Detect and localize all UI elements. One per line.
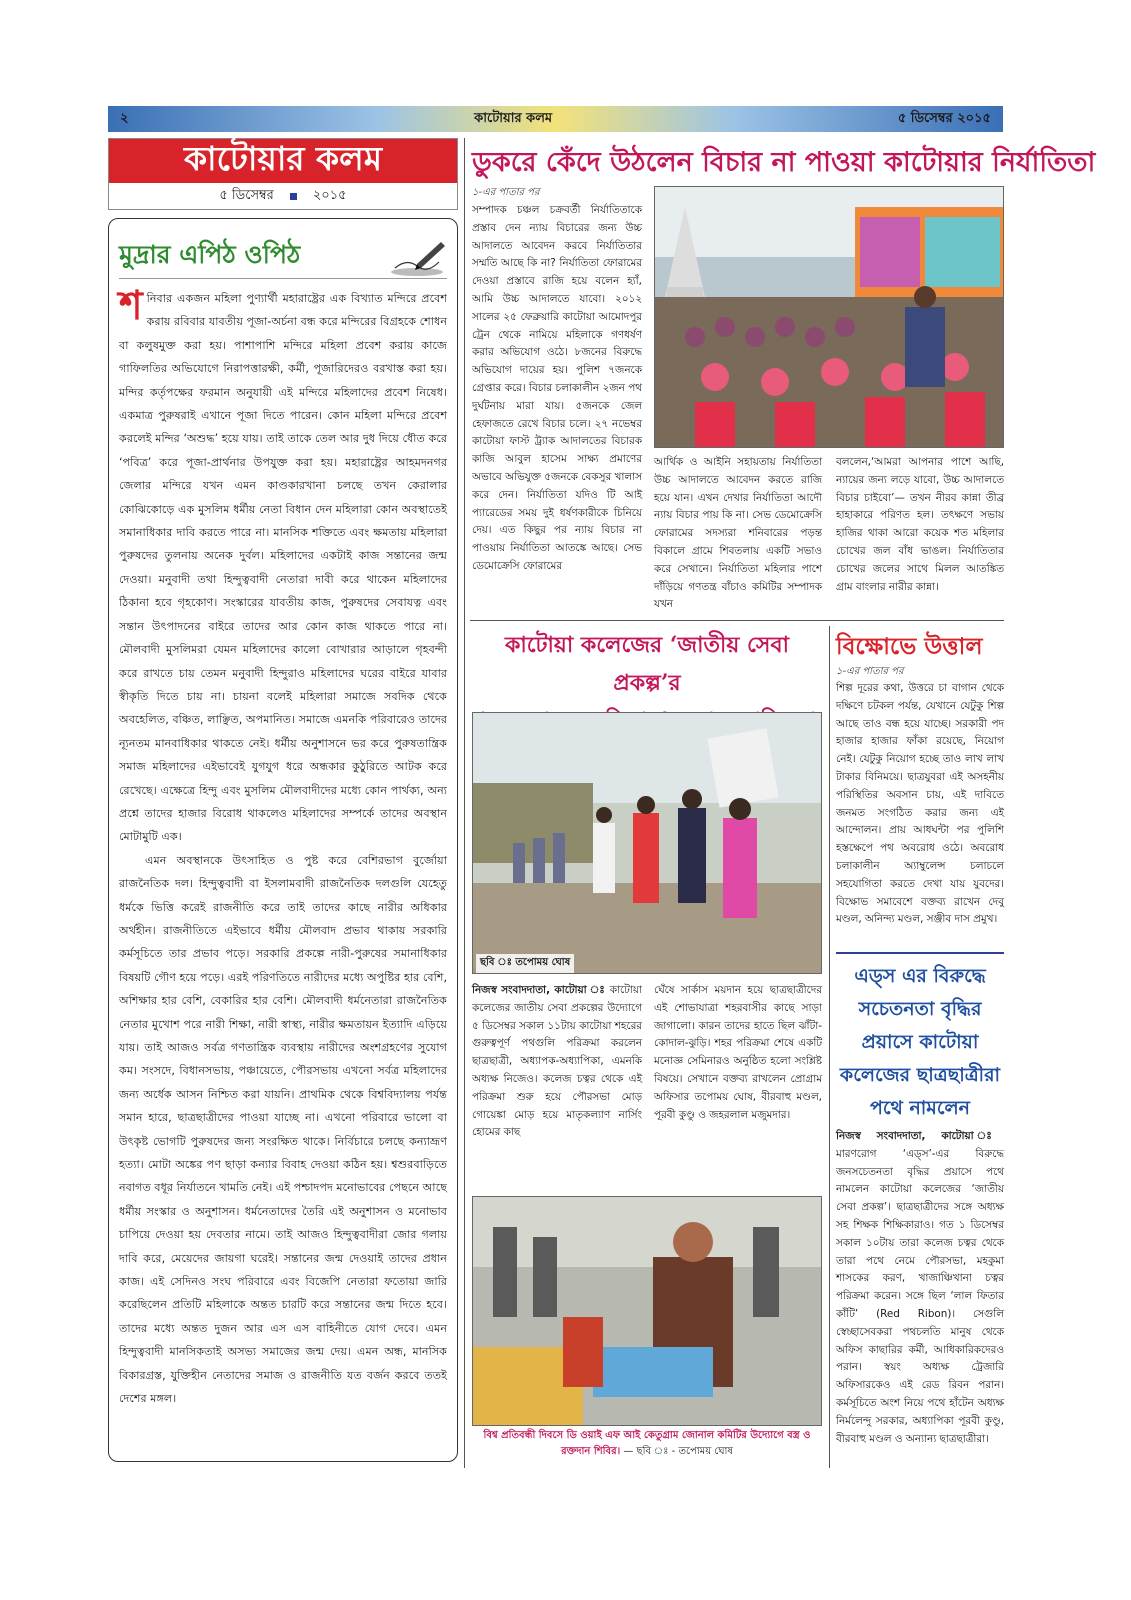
story3-headline: বিক্ষোভে উত্তাল bbox=[836, 633, 983, 660]
story2-photo-rally bbox=[472, 712, 822, 974]
masthead-title: কাটোয়ার কলম bbox=[109, 139, 457, 183]
editorial-box bbox=[108, 218, 458, 1462]
blood-donation-caption bbox=[472, 1428, 822, 1460]
story4-headline-line-5: পথে নামলেন bbox=[870, 1097, 970, 1119]
story1-headline: ডুকরে কেঁদে উঠলেন বিচার না পাওয়া কাটোয়ার নির্যাতিতা bbox=[472, 147, 1096, 178]
story2-photo-credit: ছবি ঃ তপোময় ঘোষ bbox=[476, 954, 574, 973]
page-number: ২ bbox=[120, 110, 129, 126]
blood-donation-camp-photo bbox=[472, 1196, 822, 1426]
page-header-bar bbox=[108, 106, 1003, 132]
story1-continued: ১-এর পাতার পর bbox=[472, 187, 540, 198]
story2-col-1 bbox=[472, 982, 642, 1142]
story3-continued: ১-এর পাতার পর bbox=[836, 666, 904, 677]
story2-col-2: ঘেঁষে সার্কাস ময়দান হয়ে ছাত্রছাত্রীদের এই শোভাযাত্রা শহরবাসীর কাছে সাড়া জাগালো। কারন তাদের হাতে ছিল ঝাঁটা-কোদাল-ঝুড়ি। শহর পরিক্রমা শেষে একটি মনোজ্ঞ সেমিনারও অনুষ্ঠিত হলো সংশ্লিষ্ট বিষয়ে। সেখানে বক্তব্য রাখলেন প্রোগ্রাম অফিসার তপোময় ঘোষ, বীরবাহু মণ্ডল, পূরবী কুণ্ডু ও জহরলাল মজুমদার। bbox=[654, 984, 822, 1121]
story4-top-rule bbox=[836, 952, 1004, 954]
pen-writing-icon bbox=[387, 238, 447, 278]
masthead-day: ৫ ডিসেম্বর bbox=[219, 187, 274, 203]
story4-headline-line-3: প্রয়াসে কাটোয়া bbox=[861, 1031, 979, 1053]
editorial-title: মুদ্রার এপিঠ ওপিঠ bbox=[119, 240, 301, 269]
drop-cap: শ bbox=[119, 283, 143, 329]
story2-col-1-text: কাটোয়া কলেজের জাতীয় সেবা প্রকল্পের উদ্যোগে ৫ ডিসেম্বর সকাল ১১টায় কাটোয়া শহরের গুরুত্বপূর্ণ পথগুলি পরিক্রমা করলেন ছাত্রছাত্রী, অধ্যাপক-অধ্যাপিকা, এমনকি অধ্যক্ষ নিজেও। কলেজ চত্বর থেকে এই পরিক্রমা শুরু হয়ে পৌরসভা মোড় গোয়েঙ্কা মোড় হয়ে মাতৃকল্যাণ নার্সিং হোমের কাছ bbox=[472, 984, 642, 1139]
story4-headline-line-4: কলেজের ছাত্রছাত্রীরা bbox=[839, 1064, 1001, 1086]
story3-body: শিল্প দূরের কথা, উত্তরে চা বাগান থেকে দক্ষিণে চটকল পর্যন্ত, যেখানে যেটুকু শিল্প আছে তাও বন্ধ হয়ে যাচ্ছে। সরকারী পদ হাজার হাজার ফাঁকা রয়েছে, নিয়োগ নেই। যেটুকু নিয়োগ হচ্ছে তাও লাখ লাখ টাকার বিনিময়ে। ছাত্রযুবরা এই অসহনীয় পরিস্থিতির অবসান চায়, এই দাবিতে জনমত সংগঠিত করার জন্য এই আন্দোলন। প্রায় আধঘন্টা পর পুলিশি হস্তক্ষেপে পথ অবরোধ ওঠে। অবরোধ চলাকালীন অ্যাম্বুলেন্স চলাচলে সহযোগিতা করতে দেখা যায় যুবদের। বিক্ষোভ সমাবেশে বক্তব্য রাখেন দেবু মণ্ডল, অনিন্দ্য মণ্ডল, সঞ্জীব দাস প্রমুখ। bbox=[836, 682, 1004, 926]
masthead-year: ২০১৫ bbox=[312, 187, 347, 203]
caption-credit: — ছবি ঃ - তপোময় ঘোষ bbox=[623, 1446, 733, 1457]
story2-headline-line-1: কাটোয়া কলেজের ‘জাতীয় সেবা প্রকল্প’র bbox=[504, 632, 790, 696]
editorial-header bbox=[119, 229, 447, 279]
story1-col-2: আর্থিক ও আইনি সহায়তায় নির্যাতিতা উচ্চ আদালতে আবেদন করতে রাজি হয়ে যান। এখন দেখার নির্যাতিতা আদৌ ন্যায় বিচার পায় কি না। সেভ ডেমোক্রেসি ফোরামের সদস্যরা শনিবারের পড়ন্ত বিকালে গ্রামে শিবতলায় একটি সভাও করে সেখানে। নির্যাতিতা মহিলার পাশে দাঁড়িয়ে গণতন্ত্র বাঁচাও কমিটির সম্পাদক যখন bbox=[654, 456, 822, 611]
editorial-paragraph-2: এমন অবস্থানকে উৎসাহিত ও পুষ্ট করে বেশিরভাগ বুর্জোয়া রাজনৈতিক দল। হিন্দুত্ববাদী বা ইসলামবাদী রাজনৈতিক দলগুলি যেহেতু ধর্মকে ভিত্তি করেই রাজনীতি করে তাই তাদের কাছে নারীর অধিকার অর্থহীন। রাজনীতিতে এইভাবে ধর্মীয় মৌলবাদ প্রভাব থাকায় সরকারি কর্মসূচিতে তার প্রভাব পড়ে। সরকারি প্রকল্পে নারী-পুরুষের সমানাধিকার বিষয়টি গৌণ হয়ে পড়ে। এরই পরিণতিতে নারীদের মধ্যে অপুষ্টির হার বেশি, অশিক্ষার হার বেশি, বেকারির হার বেশি। মৌলবাদী ধর্মনেতারা রাজনৈতিক নেতার মুখোশ পরে নারী শিক্ষা, নারী স্বাস্থ্য, নারীর ক্ষমতায়ন ইত্যাদি এড়িয়ে যায়। তাই আজও সর্বত্র গণতান্ত্রিক ব্যবস্থায় নারীদের অংশগ্রহণের সুযোগ কম। সংসদে, বিধানসভায়, পঞ্চায়েতে, পৌরসভায় এখনো সর্বত্র মহিলাদের জন্য অর্ধেক আসন নিশ্চিত করা যায়নি। প্রাথমিক থেকে বিশ্ববিদ্যালয় পর্যন্ত সমান হারে, ছাত্রছাত্রীদের পাওয়া যাচ্ছে না। এখনো পরিবারে ভালো বা উৎকৃষ্ট ভোগটি পুরুষদের জন্য সংরক্ষিত থাকে। নির্বিচারে চলছে কন্যাভ্রূণ হত্যা। মোটা অঙ্কের পণ ছাড়া কন্যার বিবাহ দেওয়া কঠিন হয়। শ্বশুরবাড়িতে নবাগত বধূর নির্যাতনে খামতি নেই। এই পশ্চাদপদ মনোভাবের পেছনে আছে ধর্মীয় সংস্কার ও অনুশাসন। ধর্মনেতাদের তৈরি এই অনুশাসন ও মনোভাব চাপিয়ে দেওয়া হয় দেবতার নামে। তাই আজও হিন্দুত্ববাদীরা জোর গলায় দাবি করে, মেয়েদের জায়গা ঘরেই। সন্তানের জন্ম দেওয়াই তাদের প্রধান কাজ। এই সেদিনও সংঘ পরিবারে এবং বিজেপি নেতারা ফতোয়া জারি করেছিলেন প্রতিটি মহিলাকে অন্তত চারটি করে সন্তানের জন্ম দিতে হবে। তাদের মধ্যে অন্তত দুজন আর এস এস বাহিনীতে যোগ দেবে। এমন হিন্দুত্ববাদী মানসিকতাই অসভ্য সমাজের জন্ম দেয়। এমন অন্ধ, মানসিক বিকারগ্রস্ত, যুক্তিহীন নেতাদের সমাজ ও রাজনীতি যত বর্জন করবে ততই দেশের মঙ্গল। bbox=[119, 853, 447, 1406]
editorial-paragraph-1: নিবার একজন মহিলা পুণ্যার্থী মহারাষ্ট্রের এক বিখ্যাত মন্দিরে প্রবেশ করায় রবিবার যাবতীয় পূজা-অর্চনা বন্ধ করে মন্দিরের বিগ্রহকে শোধন বা কলুষমুক্ত করা হয়। পাশাপাশি মন্দিরে মহিলা প্রবেশ করায় কাজে গাফিলতির অভিযোগে নিরাপত্তারক্ষী, কর্মী, পূজারিদেরও বরখাস্ত করা হয়। মন্দির কর্তৃপক্ষের ফরমান অনুযায়ী এই মন্দিরে মহিলাদের প্রবেশ নিষেধ। একমাত্র পুরুষরাই এখানে পূজা দিতে পারেন। কোন মহিলা মন্দিরে প্রবেশ করলেই মন্দির ‘অশুদ্ধ’ হয়ে যায়। তাই তাকে তেল আর দুধ দিয়ে ধৌত করে ‘পবিত্র’ করে পূজা-প্রার্থনার উপযুক্ত করা হয়। মহারাষ্ট্রের আহমদনগর জেলার মন্দিরে যখন এমন কাণ্ডকারখানা চলছে তখন কেরালার কোঝিকোড়ে এক মুসলিম ধর্মীয় নেতা বিধান দেন মহিলারা কোন অবস্থাতেই সমানাধিকার দাবি করতে পারে না। মানসিক শক্তিতে এবং ক্ষমতায় মহিলারা পুরুষদের তুলনায় অনেক দুর্বল। মহিলাদের একটাই কাজ সন্তানের জন্ম দেওয়া। মনুবাদী তথা হিন্দুত্ববাদী নেতারা দাবী করে থাকেন মহিলাদের ঠিকানা হবে গৃহকোণ। সংস্কারের যাবতীয় কাজ, পুরুষদের সেবাযত্ন এবং সন্তান উৎপাদনের বাইরে তাদের আর কোন কাজ থাকতে পারে না। মৌলবাদী মুসলিমরা যেমন মহিলাদের কালো বোখারার আড়ালে গৃহবন্দী করে রাখতে চায় তেমন মনুবাদী হিন্দুরাও মহিলাদের ঘরের বাইরে যাবার স্বীকৃতি দিতে চায় না। চায়না বলেই মহিলারা সমাজে সবদিক থেকে অবহেলিত, বঞ্চিত, লাঞ্ছিত, অপমানিত। সমাজে এমনকি পরিবারেও তাদের ন্যূনতম মানবাধিকার থাকতে নেই। ধর্মীয় অনুশাসনে ভর করে পুরুষতান্ত্রিক সমাজ মহিলাদের এইভাবেই যুগযুগ ধরে অন্ধকার কুঠুরিতে আটক করে রেখেছে। এক্ষেত্রে হিন্দু এবং মুসলিম মৌলবাদীদের মধ্যে কোন পার্থক্য, অন্য প্রশ্নে তাদের হাজার বিরোধ থাকলেও মহিলাদের সম্পর্কে তাদের অবস্থান মোটামুটি এক। bbox=[119, 292, 447, 844]
masthead bbox=[108, 138, 458, 210]
story1-col-1: সম্পাদক চঞ্চল চক্রবর্তী নির্যাতিতাকে প্রস্তাব দেন ন্যায় বিচারের জন্য উচ্চ আদালতে আবেদন করবে নির্যাতিতার সম্মতি আছে কি না? নির্যাতিতা ফোরামের দেওয়া প্রস্তাবে রাজি হয়ে বলেন হ্যাঁ, আমি উচ্চ আদালতে যাবো। ২০১২ সালের ২৫ ফেব্রুয়ারি কাটোয়া আমোদপুর ট্রেন থেকে নামিয়ে মহিলাকে গণধর্ষণ করার অভিযোগ ওঠে। ৮জনের বিরুদ্ধে অভিযোগ দায়ের হয়। পুলিশ ৭জনকে গ্রেপ্তার করে। বিচার চলাকালীন ২জন পথ দুর্ঘটনায় মারা যায়। ৫জনকে জেল হেফাজতে রেখে বিচার চলে। ২৭ নভেম্বর কাটোয়া ফাস্ট ট্র্যাক আদালতের বিচারক কাজি আবুল হাসেম সাক্ষ্য প্রমাণের অভাবে অভিযুক্ত ৫জনকে বেকসুর খালাস করে দেন। নির্যাতিতা যদিও টি আই প্যারেডের সময় দুই ধর্ষণকারীকে চিনিয়ে দেয়। এত কিছুর পর ন্যায় বিচার না পাওয়ায় নির্যাতিতা আতঙ্কে আছে। সেভ ডেমোক্রেসি ফোরামের bbox=[472, 204, 642, 572]
story4-headline-line-2: সচেতনতা বৃদ্ধির bbox=[858, 998, 982, 1020]
column-divider-right bbox=[829, 626, 830, 1468]
story2-byline: নিজস্ব সংবাদদাতা, কাটোয়া ঃ bbox=[472, 984, 606, 996]
story4-byline: নিজস্ব সংবাদদাতা, কাটোয়া ঃ bbox=[836, 1130, 1004, 1142]
caption-text: বিশ্ব প্রতিবন্ধী দিবসে ডি ওয়াই এফ আই কেতুগ্রাম জোনাল কমিটির উদ্যোগে বস্ত্র ও রক্তদান শিবির। bbox=[483, 1430, 811, 1457]
story4-headline-line-1: এড্‌স এর বিরুদ্ধে bbox=[854, 965, 986, 987]
square-bullet-icon bbox=[290, 193, 297, 200]
column-divider bbox=[464, 138, 465, 1468]
editorial-body bbox=[119, 283, 447, 1411]
issue-date: ৫ ডিসেম্বর ২০১৫ bbox=[897, 110, 991, 126]
story4-body bbox=[836, 1128, 1004, 1448]
paper-name: কাটোয়ার কলম bbox=[474, 110, 553, 126]
story4-headline bbox=[836, 960, 1004, 1125]
story1-col-3: বললেন,‘আমরা আপনার পাশে আছি, ন্যায়ের জন্য লড়ে যাবো, উচ্চ আদালতে বিচার চাইবো’— তখন নীরব কান্না তীব্র হাহাকারে পরিণত হল। তৎক্ষণে সভায় হাজির থাকা আরো কয়েক শত মহিলার চোখের জল বাঁধ ভাঙল। নির্যাতিতার চোখের জলের সাথে মিলল আতঙ্কিত গ্রাম বাংলার নারীর কান্না। bbox=[836, 456, 1004, 593]
story1-photo-village-meeting bbox=[654, 186, 1004, 448]
story4-body-text: মারণরোগ ‘এড্‌স’-এর বিরুদ্ধে জনসচেতনতা বৃদ্ধির প্রয়াসে পথে নামলেন কাটোয়া কলেজের ‘জাতীয় সেবা প্রকল্প’। ছাত্রছাত্রীদের সঙ্গে অধ্যক্ষ সহ শিক্ষক শিক্ষিকারাও। গত ১ ডিসেম্বর সকাল ১০টায় তারা কলেজ চত্বর থেকে তারা পথে নেমে পৌরসভা, মহকুমা শাসকের করণ, খাজাঞ্চিখানা চত্বর পরিক্রমা করেন। সঙ্গে ছিল ‘লাল ফিতার কাঁটি’ (Red Ribon)। সেগুলি স্বেচ্ছাসেবকরা পথচলতি মানুষ থেকে অফিস কাছারির কর্মী, আধিকারিকদেরও পরান। স্বয়ং অধ্যক্ষ ট্রেজারি অফিসারকেও এই রেড রিবন পরান। কর্মসূচিতে অংশ নিয়ে পথে হাঁটেন অধ্যক্ষ নির্মলেন্দু সরকার, অধ্যাপিকা পূরবী কুণ্ডু, বীরবাহু মণ্ডল ও অন্যান্য ছাত্রছাত্রীরা। bbox=[836, 1147, 1004, 1445]
section-divider bbox=[470, 620, 1004, 621]
